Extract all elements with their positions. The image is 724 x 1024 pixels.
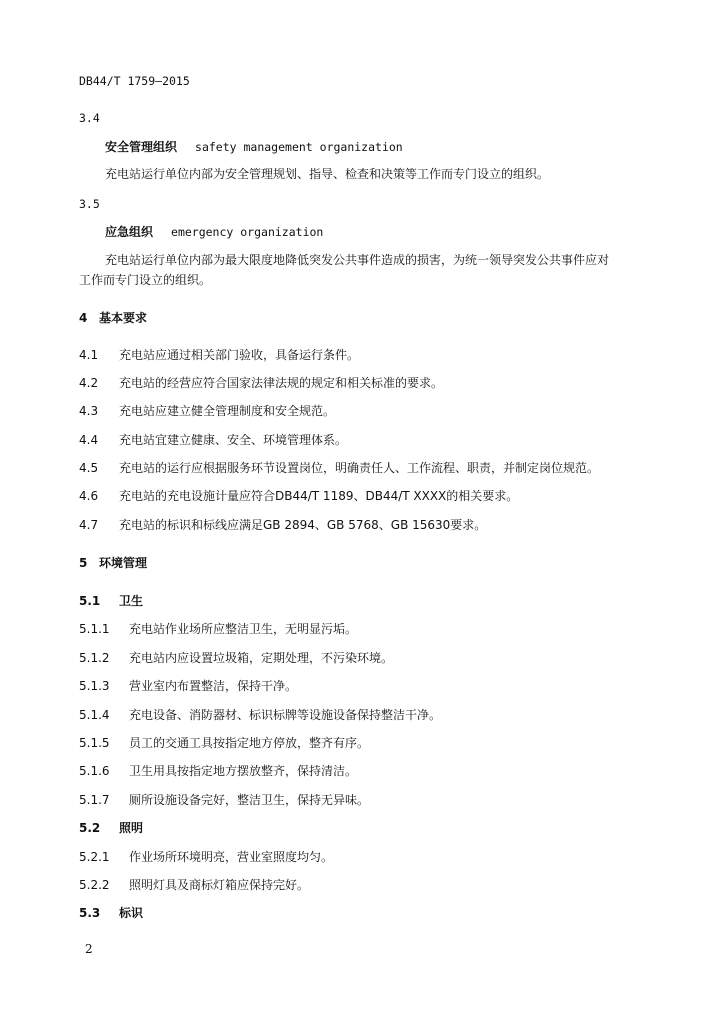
subsection-title: 标识 — [119, 906, 144, 920]
term-name-en: emergency organization — [171, 225, 324, 239]
clause-number: 5.2.2 — [79, 878, 110, 892]
term-name-cn: 应急组织 — [105, 225, 154, 239]
clause — [79, 517, 486, 533]
clause-number: 5.1.4 — [79, 708, 110, 722]
term-heading — [105, 224, 323, 240]
clause-number: 5.1.3 — [79, 679, 110, 693]
clause — [79, 650, 393, 666]
clause-text: 营业室内布置整洁，保持干净。 — [129, 679, 298, 693]
term-number: 3.4 — [79, 111, 100, 125]
term-definition-continued: 工作而专门设立的组织。 — [79, 273, 212, 287]
subsection-title: 照明 — [119, 821, 144, 835]
page-number: 2 — [85, 942, 93, 956]
clause-text: 充电站的标识和标线应满足GB 2894、GB 5768、GB 15630要求。 — [119, 518, 487, 532]
clause-text: 照明灯具及商标灯箱应保持完好。 — [129, 878, 310, 892]
clause — [79, 849, 333, 865]
clause-text: 卫生用具按指定地方摆放整齐，保持清洁。 — [129, 764, 358, 778]
clause — [79, 763, 357, 779]
clause — [79, 621, 357, 637]
clause-text: 充电站作业场所应整洁卫生，无明显污垢。 — [129, 622, 358, 636]
clause-text: 充电站应通过相关部门验收，具备运行条件。 — [119, 348, 360, 362]
clause — [79, 488, 518, 504]
clause-text: 充电站宜建立健康、安全、环境管理体系。 — [119, 433, 348, 447]
clause — [79, 735, 369, 751]
subsection-number: 5.3 — [79, 906, 101, 920]
clause — [79, 678, 297, 694]
subsection-number: 5.2 — [79, 821, 101, 835]
section-title: 基本要求 — [99, 311, 148, 325]
term-definition: 充电站运行单位内部为安全管理规划、指导、检查和决策等工作而专门设立的组织。 — [105, 167, 550, 181]
clause-number: 5.1.7 — [79, 793, 110, 807]
clause — [79, 403, 335, 419]
clause-text: 充电站的充电设施计量应符合DB44/T 1189、DB44/T XXXX的相关要求。 — [119, 489, 519, 503]
clause-number: 5.1.6 — [79, 764, 110, 778]
term-name-cn: 安全管理组织 — [105, 140, 178, 154]
clause-text: 充电站的经营应符合国家法律法规的规定和相关标准的要求。 — [119, 376, 444, 390]
term-number: 3.5 — [79, 197, 100, 211]
clause-number: 4.5 — [79, 461, 99, 475]
subsection-heading — [79, 593, 143, 609]
clause-text: 厕所设施设备完好，整洁卫生，保持无异味。 — [129, 793, 370, 807]
clause-number: 4.3 — [79, 404, 99, 418]
subsection-heading — [79, 820, 143, 836]
clause — [79, 347, 359, 363]
section-heading — [79, 310, 147, 326]
clause-number: 4.7 — [79, 518, 99, 532]
term-heading — [105, 139, 403, 155]
section-number: 4 — [79, 311, 88, 325]
section-title: 环境管理 — [99, 556, 148, 570]
clause — [79, 460, 599, 476]
clause-number: 5.1.5 — [79, 736, 110, 750]
clause-number: 4.1 — [79, 348, 99, 362]
term-definition: 充电站运行单位内部为最大限度地降低突发公共事件造成的损害，为统一领导突发公共事件应对 — [105, 253, 610, 267]
clause-number: 5.2.1 — [79, 850, 110, 864]
clause-text: 作业场所环境明亮，营业室照度均匀。 — [129, 850, 334, 864]
clause-number: 5.1.2 — [79, 651, 110, 665]
clause-number: 4.2 — [79, 376, 99, 390]
document-code: DB44/T 1759—2015 — [79, 74, 190, 88]
clause-text: 充电站应建立健全管理制度和安全规范。 — [119, 404, 336, 418]
subsection-heading — [79, 905, 143, 921]
clause-number: 5.1.1 — [79, 622, 110, 636]
clause — [79, 375, 443, 391]
subsection-number: 5.1 — [79, 594, 101, 608]
term-name-en: safety management organization — [195, 140, 403, 154]
clause-number: 4.4 — [79, 433, 99, 447]
clause — [79, 792, 369, 808]
section-number: 5 — [79, 556, 88, 570]
clause — [79, 432, 347, 448]
clause-number: 4.6 — [79, 489, 99, 503]
clause-text: 员工的交通工具按指定地方停放，整齐有序。 — [129, 736, 370, 750]
clause-text: 充电设备、消防器材、标识标牌等设施设备保持整洁干净。 — [129, 708, 442, 722]
subsection-title: 卫生 — [119, 594, 144, 608]
clause-text: 充电站的运行应根据服务环节设置岗位，明确责任人、工作流程、职责，并制定岗位规范。 — [119, 461, 600, 475]
clause — [79, 877, 309, 893]
clause — [79, 707, 441, 723]
section-heading — [79, 555, 147, 571]
clause-text: 充电站内应设置垃圾箱，定期处理，不污染环境。 — [129, 651, 394, 665]
